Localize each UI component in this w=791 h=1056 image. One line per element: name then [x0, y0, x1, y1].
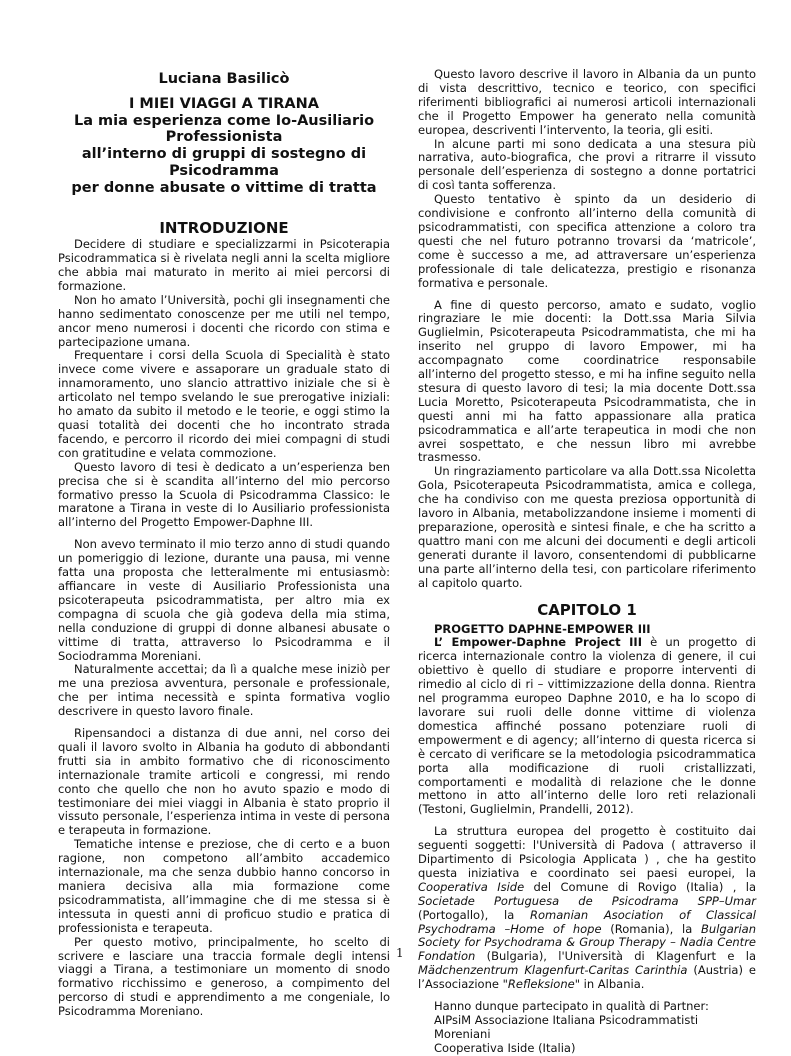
- partners-paragraph: [418, 825, 756, 992]
- chapter-heading: CAPITOLO 1: [537, 600, 637, 619]
- partner-name: Mädchenzentrum Klagenfurt-Caritas Carinthia: [418, 963, 688, 978]
- intro-heading: INTRODUZIONE: [159, 219, 289, 238]
- chapter-paragraph: [418, 636, 756, 817]
- document-title: [58, 96, 390, 196]
- right-column: [418, 68, 756, 1056]
- body-paragraph: Questo tentativo è spinto da un desiderio di condivisione e confronto all’interno della comunità di psicodrammatisti, con specifica attenzione a coloro tra questi che nel futuro potranno trovarsi da ‘matricole’, come è successo a me, ad attraversare un’esperienza professionale di tale delicatezza, prestigio e risonanza formativa e personale.: [418, 192, 756, 290]
- chapter-paragraph-text: è un progetto di ricerca internazionale contro la violenza di genere, il cui obiettivo è quello di studiare e proporre interventi di rimedio al ciclo di ri – vittimizzazione della donna. Rientra nel programma europeo Daphne 2010, e ha lo scopo di lavorare sui ruoli delle donne vittime di violenza domestica affinché possano potenziare ruoli di empowerment e di agency; all’interno di questa ricerca si è cercato di verificare se la metodologia psicodrammatica porta alla modificazione di ruoli cristallizzati, comportamenti e modalità di relazione che le donne mettono in atto all’interno delle loro reti relazionali (Testoni, Guglielmin, Prandelli, 2012).: [418, 635, 756, 817]
- title-line: per donne abusate o vittime di tratta: [71, 179, 377, 196]
- partner-name: Refleksione: [507, 977, 575, 992]
- partner-name: Romanian Asociation of Classical Psychodrama –Home of hope: [418, 907, 756, 936]
- author-name: Luciana Basilicò: [158, 71, 290, 87]
- text-run: La struttura europea del progetto è costituito dai seguenti soggetti: l'Università di Padova ( attraverso il Dipartimento di Psicologia Applicata ) , che ha gestito questa iniziativa e coordinato sei paesi europei, la: [418, 824, 756, 880]
- partner-name: Cooperativa Iside: [418, 879, 525, 894]
- body-paragraph: Decidere di studiare e specializzarmi in Psicoterapia Psicodrammatica si è rivelata negli anni la scelta migliore che abbia mai maturato in merito ai miei percorsi di formazione.: [58, 237, 390, 293]
- partner-item: AIPsiM Associazione Italiana Psicodrammatisti Moreniani: [434, 1013, 699, 1041]
- title-line: La mia esperienza come Io-Ausiliario: [73, 112, 375, 129]
- page-number: 1: [396, 946, 404, 960]
- title-line: Professionista: [165, 129, 283, 146]
- body-paragraph: Naturalmente accettai; da lì a qualche mese iniziò per me una preziosa avventura, personale e professionale, che per intima necessità e spinta formativa voglio descrivere in questo lavoro finale.: [58, 662, 390, 719]
- partner-name: Societade Portuguesa de Psicodrama SPP–Umar: [418, 893, 756, 908]
- body-paragraph: Un ringraziamento particolare va alla Dott.ssa Nicoletta Gola, Psicoterapeuta Psicodrammatista, amica e collega, che ha condiviso con me questa preziosa opportunità di lavoro in Albania, metabolizzandone insieme i momenti di preparazione, operosità e sintesi finale, e che ha scritto a quattro mani con me alcuni dei documenti e degli articoli generati durante il lavoro, consentendomi di pubblicarne una parte all’interno della tesi, con particolare riferimento al capitolo quarto.: [418, 464, 756, 590]
- partners-intro: Hanno dunque partecipato in qualità di Partner:: [434, 999, 709, 1014]
- title-line: Psicodramma: [169, 162, 279, 179]
- body-paragraph: Per questo motivo, principalmente, ho scelto di scrivere e lasciare una traccia formale degli intensi viaggi a Tirana, a testimoniare un momento di snodo formativo ricchissimo e generoso, a compimento del percorso di studi e apprendimento a me congeniale, lo Psicodramma Moreniano.: [58, 934, 390, 1019]
- text-run: (Portogallo), la: [418, 907, 531, 922]
- partner-name: Bulgarian Society for Psychodrama & Group Therapy – Nadia Centre Fondation: [418, 921, 756, 964]
- body-paragraph: Frequentare i corsi della Scuola di Specialità è stato invece come vivere e assaporare un graduale stato di innamoramento, uno slancio attrattivo iniziale che si è articolato nel tempo svelando le sue prerogative iniziali: ho amato da subito il metodo e le teorie, e oggi stimo la quasi totalità dei docenti che ho incontrato strada facendo, e percorro il ricordo dei miei compagni di studi con gratitudine e velata commozione.: [58, 348, 390, 460]
- text-run: (Austria) e l’Associazione ": [418, 963, 756, 992]
- text-run: (Bulgaria), l'Università di Klagenfurt e la: [475, 949, 756, 964]
- text-run: (Romania), la: [601, 921, 702, 936]
- text-run: " in Albania.: [574, 977, 645, 992]
- body-paragraph: A fine di questo percorso, amato e sudato, voglio ringraziare le mie docenti: la Dott.ssa Maria Silvia Guglielmin, Psicoterapeuta Psicodrammatista, che mi ha inserito nel gruppo di lavoro Empower, mi ha accompagnato come coordinatrice responsabile all’interno del progetto stesso, e mi ha infine seguito nella stesura di questo lavoro di tesi; la mia docente Dott.ssa Lucia Moretto, Psicoterapeuta Psicodrammatista, che in questi anni mi ha fatto appassionare alla pratica psicodrammatica e all’arte terapeutica in modi che non avrei sospettato, e che nessun libro mi avrebbe trasmesso.: [418, 297, 756, 465]
- body-paragraph: Questo lavoro descrive il lavoro in Albania da un punto di vista descrittivo, tecnico e teorico, con specifici riferimenti bibliografici ai numerosi articoli internazionali che il Progetto Empower ha generato nella comunità europea, descriventi l’intervento, la teoria, gli esiti.: [418, 67, 756, 137]
- text-run: del Comune di Rovigo (Italia) , la: [524, 879, 756, 894]
- title-line: I MIEI VIAGGI A TIRANA: [128, 96, 319, 112]
- body-paragraph: Questo lavoro di tesi è dedicato a un’esperienza ben precisa che si è scandita all’interno del mio percorso formativo presso la Scuola di Psicodramma Classico: le maratone a Tirana in veste di Io Ausiliario professionista all’interno del Progetto Empower-Daphne III.: [58, 459, 390, 530]
- body-paragraph: Non ho amato l’Università, pochi gli insegnamenti che hanno sedimentato conoscenze per me utili nel tempo, ancor meno numerosi i docenti che ricordo con stima e partecipazione umana.: [58, 292, 390, 349]
- partner-item: Cooperativa Iside (Italia): [434, 1040, 576, 1055]
- body-paragraph: In alcune parti mi sono dedicata a una stesura più narrativa, auto-biografica, che provi a ritrarre il vissuto personale dell’esperienza di sostegno a donne portatrici di così tanta sofferenza.: [418, 136, 756, 193]
- project-name: L’ Empower-Daphne Project III: [434, 635, 642, 650]
- title-line: all’interno di gruppi di sostegno di: [81, 146, 367, 163]
- body-paragraph: Ripensandoci a distanza di due anni, nel corso dei quali il lavoro svolto in Albania ha goduto di abbondanti frutti sia in ambito formativo che di riconoscimento internazionale tramite articoli e congressi, mi rendo conto che quello che non ho avuto spazio e modo di testimoniare dei miei viaggi in Albania è stato proprio il vissuto personale, l’esperienza intima in veste di persona e terapeuta in formazione.: [58, 726, 390, 838]
- chapter-subheading: PROGETTO DAPHNE-EMPOWER III: [434, 621, 651, 636]
- body-paragraph: Non avevo terminato il mio terzo anno di studi quando un pomeriggio di lezione, durante una pausa, mi venne fatta una proposta che letteralmente mi entusiasmò: affiancare in veste di Ausiliario Professionista una psicoterapeuta psicodrammatista, per altro mia ex compagna di scuola che già godeva della mia stima, nella conduzione di gruppi di donne albanesi abusate o vittime di tratta, attraverso lo Psicodramma e il Sociodramma Moreniani.: [58, 537, 390, 663]
- body-paragraph: Tematiche intense e preziose, che di certo e a buon ragione, non competono all’ambito accademico internazionale, ma che senza dubbio hanno concorso in maniera decisiva alla mia formazione come psicodrammatista, all’immagine che di me stessa si è intessuta in questi anni di proficuo studio e pratica di professionista e terapeuta.: [58, 837, 390, 935]
- left-column: [58, 68, 390, 1019]
